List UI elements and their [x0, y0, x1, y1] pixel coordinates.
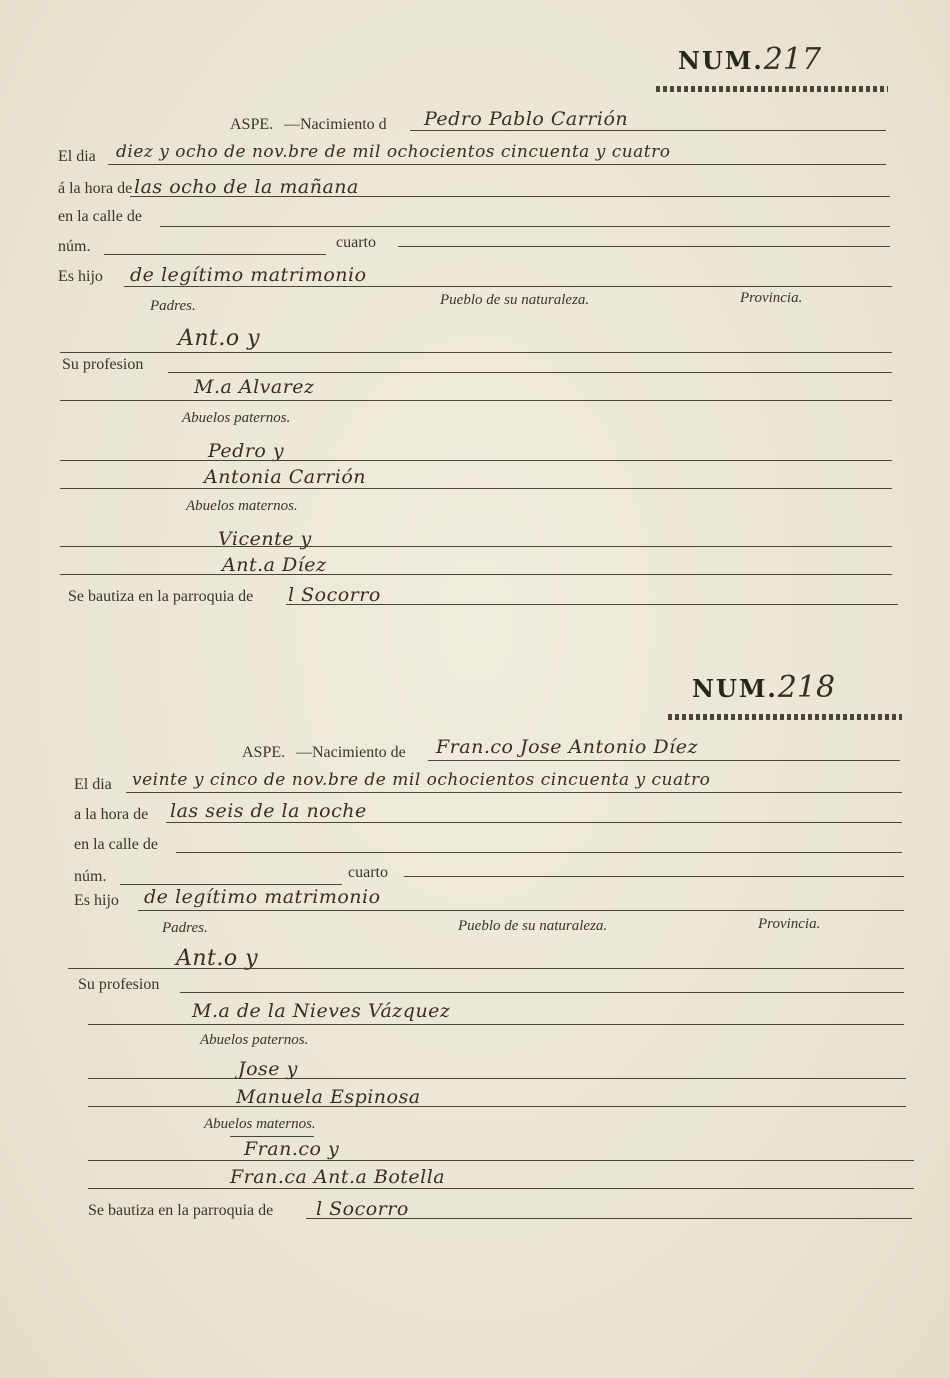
ab-mat-1-line [88, 1160, 914, 1161]
parroquia-line [306, 1218, 912, 1219]
hijo-line [124, 286, 892, 287]
madre-line [88, 1024, 904, 1025]
parroquia-value: l Socorro [316, 1198, 409, 1220]
parroquia-line [286, 604, 898, 605]
hora-label: á la hora de [58, 180, 133, 197]
nacimiento-value: Pedro Pablo Carrión [424, 108, 629, 130]
hijo-value: de legítimo matrimonio [130, 264, 367, 286]
dia-line [126, 792, 902, 793]
hijo-value: de legítimo matrimonio [144, 886, 381, 908]
profesion-line [168, 372, 892, 373]
provincia-label: Provincia. [758, 916, 821, 932]
dia-value: veinte y cinco de nov.bre de mil ochocientos cincuenta y cuatro [132, 770, 711, 790]
padres-label: Padres. [150, 298, 196, 314]
record-number [678, 42, 821, 77]
num-field-line [104, 254, 326, 255]
hora-line [130, 196, 890, 197]
record-number [692, 670, 835, 705]
ab-pat-2-line [60, 488, 892, 489]
abuelos-maternos-underline [230, 1136, 314, 1137]
hora-value: las ocho de la mañana [134, 176, 359, 198]
ab-pat-1-value: Jose y [238, 1058, 298, 1080]
num-field-label: núm. [58, 238, 91, 255]
calle-label: en la calle de [58, 208, 142, 225]
nacimiento-line [428, 760, 900, 761]
ab-pat-2-value: Manuela Espinosa [236, 1086, 421, 1108]
ab-mat-2-value: Ant.a Díez [222, 554, 327, 576]
ab-mat-1-value: Fran.co y [244, 1138, 340, 1160]
num-label: NUM. [692, 674, 778, 703]
hijo-line [138, 910, 904, 911]
town-label: ASPE. [230, 116, 274, 133]
profesion-line [180, 992, 904, 993]
madre-value: M.a de la Nieves Vázquez [192, 1000, 451, 1022]
hora-line [166, 822, 902, 823]
cuarto-label: cuarto [336, 234, 376, 251]
nacimiento-label: —Nacimiento d [284, 116, 387, 133]
hijo-label: Es hijo [74, 892, 119, 909]
dia-label: El dia [58, 148, 96, 165]
hijo-label: Es hijo [58, 268, 103, 285]
num-value: 217 [763, 42, 822, 77]
num-label: NUM. [678, 46, 764, 75]
profesion-label: Su profesion [78, 976, 160, 993]
provincia-label: Provincia. [740, 290, 803, 306]
pueblo-label: Pueblo de su naturaleza. [440, 292, 590, 308]
ab-mat-1-value: Vicente y [218, 528, 312, 550]
decorative-rule [656, 86, 888, 92]
padre-value: Ant.o y [176, 946, 259, 971]
ab-mat-2-value: Fran.ca Ant.a Botella [230, 1166, 446, 1188]
dia-value: diez y ocho de nov.bre de mil ochocientos cincuenta y cuatro [116, 142, 671, 162]
cuarto-line [398, 246, 890, 247]
nacimiento-line [410, 130, 886, 131]
padre-value: Ant.o y [178, 326, 261, 351]
nacimiento-label: —Nacimiento de [296, 744, 406, 761]
dia-line [108, 164, 886, 165]
ab-pat-2-value: Antonia Carrión [204, 466, 366, 488]
padres-label: Padres. [162, 920, 208, 936]
nacimiento-value: Fran.co Jose Antonio Díez [436, 736, 698, 758]
ab-mat-2-line [60, 574, 892, 575]
hora-value: las seis de la noche [170, 800, 367, 822]
padre-line [68, 968, 904, 969]
pueblo-label: Pueblo de su naturaleza. [458, 918, 608, 934]
decorative-rule [668, 714, 902, 720]
abuelos-maternos-label: Abuelos maternos. [186, 498, 298, 514]
calle-line [176, 852, 902, 853]
parroquia-label: Se bautiza en la parroquia de [68, 588, 254, 605]
abuelos-maternos-label: Abuelos maternos. [204, 1116, 316, 1132]
parroquia-label: Se bautiza en la parroquia de [88, 1202, 274, 1219]
hora-label: a la hora de [74, 806, 149, 823]
padre-line [60, 352, 892, 353]
num-value: 218 [777, 670, 836, 705]
ab-pat-1-line [88, 1078, 906, 1079]
calle-line [160, 226, 890, 227]
parroquia-value: l Socorro [288, 584, 381, 606]
madre-value: M.a Alvarez [194, 376, 315, 398]
cuarto-label: cuarto [348, 864, 388, 881]
abuelos-paternos-label: Abuelos paternos. [182, 410, 291, 426]
ab-pat-2-line [88, 1106, 906, 1107]
profesion-label: Su profesion [62, 356, 144, 373]
ab-mat-1-line [60, 546, 892, 547]
cuarto-line [404, 876, 904, 877]
dia-label: El dia [74, 776, 112, 793]
abuelos-paternos-label: Abuelos paternos. [200, 1032, 309, 1048]
calle-label: en la calle de [74, 836, 158, 853]
town-label: ASPE. [242, 744, 286, 761]
madre-line [60, 400, 892, 401]
num-field-line [120, 884, 342, 885]
ab-mat-2-line [88, 1188, 914, 1189]
ab-pat-1-value: Pedro y [208, 440, 285, 462]
ab-pat-1-line [60, 460, 892, 461]
num-field-label: núm. [74, 868, 107, 885]
